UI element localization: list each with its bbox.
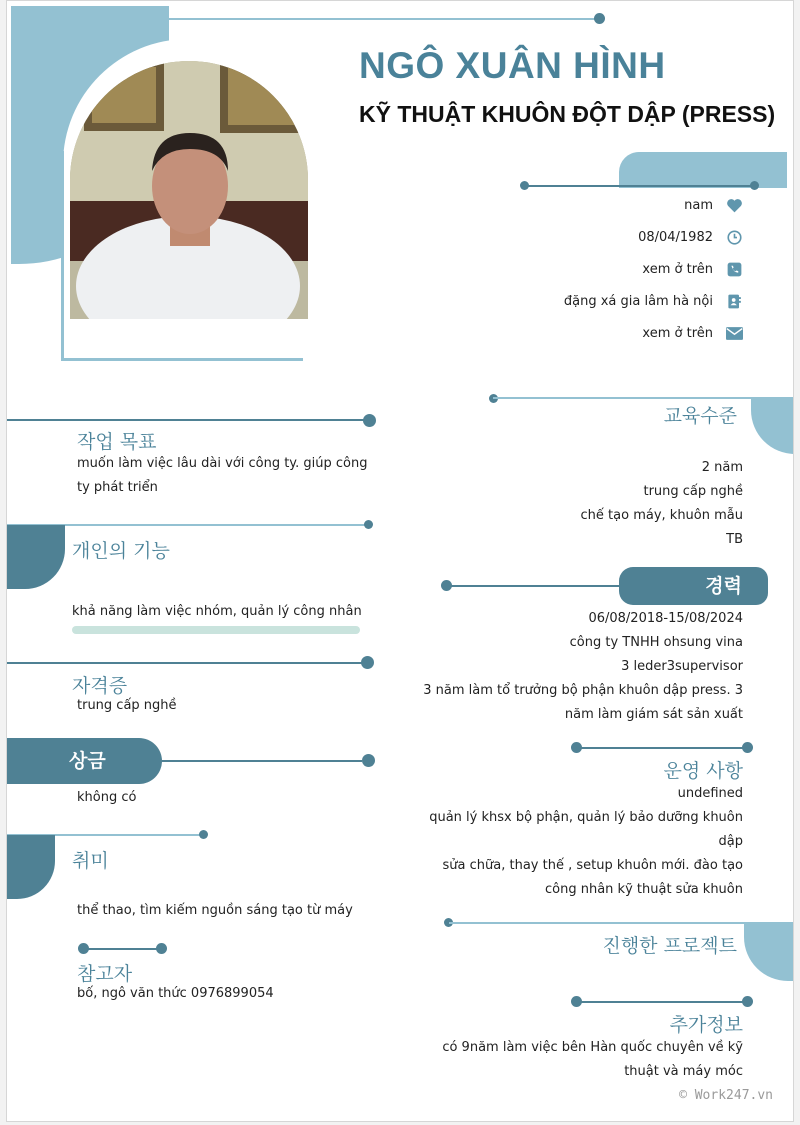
education-decor-shape xyxy=(751,398,794,454)
phone-icon xyxy=(725,260,743,278)
top-decor-dot xyxy=(594,13,605,24)
skills-title: 개인의 기능 xyxy=(72,540,170,562)
additional-divider-line xyxy=(577,1001,747,1003)
education-divider-line xyxy=(493,397,794,399)
education-text xyxy=(581,456,743,552)
certificates-divider-line xyxy=(7,662,365,664)
certificates-text: trung cấp nghề xyxy=(77,698,177,713)
contact-birthdate xyxy=(638,226,743,248)
experience-divider-line xyxy=(447,585,622,587)
heart-icon xyxy=(725,196,743,214)
experience-title: 경력 xyxy=(619,567,768,605)
objective-divider-line xyxy=(7,419,365,421)
activities-line: quản lý khsx bộ phận, quản lý bảo dưỡng khuôn xyxy=(429,810,743,825)
contact-email-text: xem ở trên xyxy=(642,325,713,341)
projects-title: 진행한 프로젝트 xyxy=(602,935,737,957)
activities-divider-dot-right xyxy=(742,742,753,753)
awards-title: 상금 xyxy=(7,738,162,784)
experience-line: 06/08/2018-15/08/2024 xyxy=(588,611,743,626)
certificates-title: 자격증 xyxy=(72,675,128,697)
activities-line: dập xyxy=(718,834,743,849)
objective-text xyxy=(77,452,368,500)
clock-icon xyxy=(725,228,743,246)
education-line: trung cấp nghề xyxy=(643,484,743,499)
experience-line: năm làm giám sát sản xuất xyxy=(564,707,743,722)
experience-line: công ty TNHH ohsung vina xyxy=(569,635,743,650)
contact-address xyxy=(564,290,743,312)
activities-text xyxy=(429,782,743,902)
address-book-icon xyxy=(725,292,743,310)
awards-divider-dot xyxy=(362,754,375,767)
contact-divider-dot-right xyxy=(750,181,759,190)
references-text: bố, ngô văn thức 0976899054 xyxy=(77,986,274,1001)
activities-title: 운영 사항 xyxy=(663,760,743,782)
references-divider-dot-left xyxy=(78,943,89,954)
objective-line: ty phát triển xyxy=(77,480,158,495)
projects-decor-shape xyxy=(744,923,794,981)
profile-photo xyxy=(70,61,308,319)
contact-phone-text: xem ở trên xyxy=(642,261,713,277)
additional-line: thuật và máy móc xyxy=(624,1064,743,1079)
education-line: 2 năm xyxy=(701,460,743,475)
objective-divider-dot xyxy=(363,414,376,427)
awards-text: không có xyxy=(77,790,137,805)
education-line: TB xyxy=(726,532,743,547)
contact-divider-line xyxy=(524,185,756,187)
objective-title: 작업 목표 xyxy=(77,431,157,453)
hobbies-title: 취미 xyxy=(72,850,109,872)
additional-divider-dot-right xyxy=(742,996,753,1007)
skills-divider-dot xyxy=(364,520,373,529)
education-line: chế tạo máy, khuôn mẫu xyxy=(580,508,743,523)
contact-header-tab xyxy=(619,152,787,188)
education-title: 교육수준 xyxy=(663,405,737,427)
skills-decor-shape xyxy=(7,525,65,589)
additional-title: 추가정보 xyxy=(669,1014,743,1036)
skills-text: khả năng làm việc nhóm, quản lý công nhân xyxy=(72,604,362,619)
hobbies-divider-dot xyxy=(199,830,208,839)
activities-line: sửa chữa, thay thế , setup khuôn mới. đào tạo xyxy=(442,858,743,873)
experience-text xyxy=(423,607,743,727)
job-title: KỸ THUẬT KHUÔN ĐỘT DẬP (PRESS) xyxy=(359,101,776,127)
skill-level-bar xyxy=(72,626,360,634)
additional-line: có 9năm làm việc bên Hàn quốc chuyên về kỹ xyxy=(442,1040,743,1055)
contact-address-text: đặng xá gia lâm hà nội xyxy=(563,293,713,309)
activities-line: undefined xyxy=(677,786,743,801)
top-decor-line xyxy=(169,18,599,20)
references-divider-dot-right xyxy=(156,943,167,954)
experience-line: 3 năm làm tổ trưởng bộ phận khuôn dập press. 3 xyxy=(423,683,743,698)
references-title: 참고자 xyxy=(77,963,133,985)
hobbies-decor-shape xyxy=(7,835,55,899)
hobbies-text: thể thao, tìm kiếm nguồn sáng tạo từ máy xyxy=(77,903,353,918)
envelope-icon xyxy=(725,324,743,342)
activities-line: công nhân kỹ thuật sửa khuôn xyxy=(545,882,743,897)
certificates-divider-dot xyxy=(361,656,374,669)
contact-email xyxy=(642,322,743,344)
footer-watermark: © Work247.vn xyxy=(679,1088,773,1103)
references-divider-line xyxy=(83,948,163,950)
objective-line: muốn làm việc lâu dài với công ty. giúp công xyxy=(77,456,368,471)
additional-text xyxy=(442,1036,743,1084)
awards-divider-line xyxy=(162,760,362,762)
contact-gender-text: nam xyxy=(684,197,713,213)
contact-divider-dot-left xyxy=(520,181,529,190)
activities-divider-line xyxy=(577,747,747,749)
projects-divider-line xyxy=(449,922,794,924)
candidate-name: NGÔ XUÂN HÌNH xyxy=(359,45,666,86)
resume-page xyxy=(6,0,794,1122)
contact-phone xyxy=(642,258,743,280)
contact-gender xyxy=(684,194,743,216)
experience-line: 3 leder3supervisor xyxy=(621,659,743,674)
contact-birthdate-text: 08/04/1982 xyxy=(638,229,713,245)
